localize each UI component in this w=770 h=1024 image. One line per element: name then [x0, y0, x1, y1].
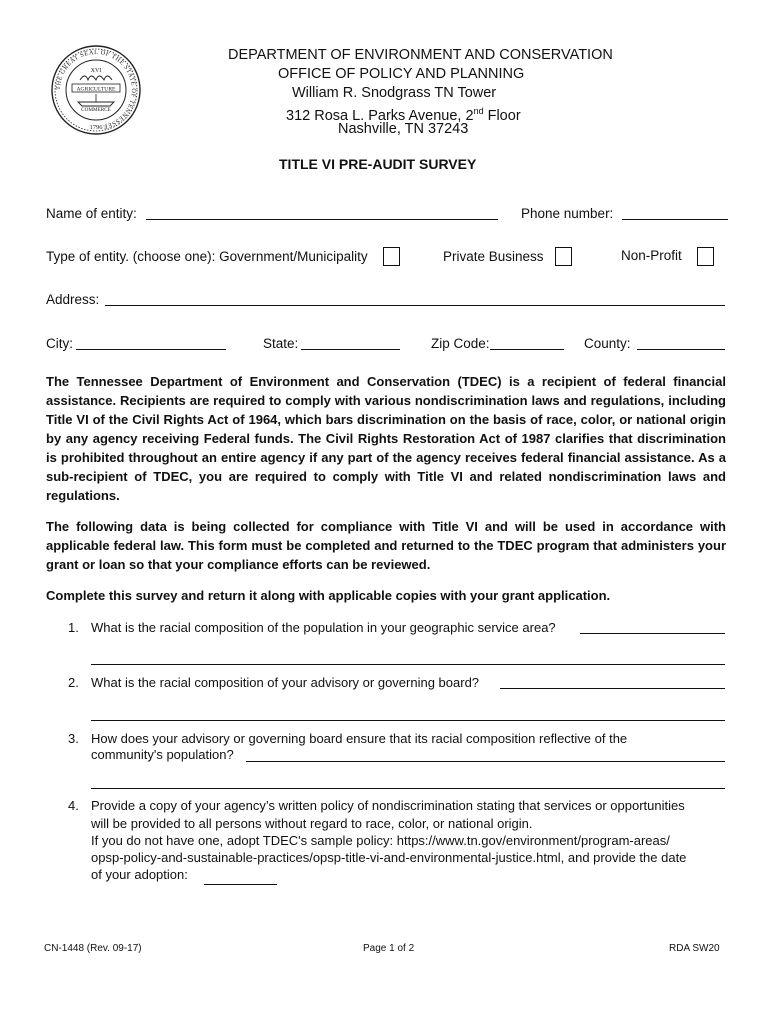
state-field[interactable]	[301, 349, 400, 350]
question-3-answer[interactable]	[246, 761, 725, 762]
seal-ring-text: THE GREAT SEAL OF THE STATE OF TENNESSEE	[54, 48, 138, 131]
form-id: CN-1448 (Rev. 09-17)	[44, 943, 142, 954]
question-4-line-1: Provide a copy of your agency’s written policy of nondiscrimination stating that services or opportunities	[91, 798, 685, 813]
zip-field[interactable]	[490, 349, 564, 350]
question-4-line-5: of your adoption:	[91, 867, 188, 882]
non-profit-label: Non-Profit	[621, 248, 682, 263]
street-ordinal: nd	[473, 106, 484, 116]
state-seal	[50, 44, 142, 136]
name-field[interactable]	[146, 219, 498, 220]
question-4-line-2: will be provided to all persons without regard to race, color, or national origin.	[91, 816, 533, 831]
county-field[interactable]	[637, 349, 725, 350]
compliance-paragraph: The following data is being collected for compliance with Title VI and will be used in accordance with applicable federal law. This form must be completed and returned to the TDEC program that administers your grant or loan so that your compliance efforts can be reviewed.	[46, 519, 726, 572]
state-label: State:	[263, 336, 299, 351]
question-4-line-3: If you do not have one, adopt TDEC's sample policy: https://www.tn.gov/environment/program-areas/	[91, 833, 670, 848]
entity-type-label: Type of entity. (choose one): Government/Municipality	[46, 249, 368, 264]
header-dept: DEPARTMENT OF ENVIRONMENT AND CONSERVATION	[228, 47, 613, 63]
private-business-checkbox[interactable]	[555, 247, 572, 266]
question-1-number: 1.	[68, 620, 79, 635]
header-city: Nashville, TN 37243	[338, 121, 469, 137]
seal-commerce: COMMERCE	[81, 107, 111, 113]
county-label: County:	[584, 336, 631, 351]
form-code: RDA SW20	[669, 943, 720, 954]
phone-label: Phone number:	[521, 206, 614, 221]
question-1-answer-line-2[interactable]	[91, 664, 725, 665]
question-2-text: What is the racial composition of your advisory or governing board?	[91, 675, 480, 690]
question-2-answer-line-2[interactable]	[91, 720, 725, 721]
question-2-number: 2.	[68, 675, 79, 690]
header-office: OFFICE OF POLICY AND PLANNING	[278, 66, 525, 82]
city-field[interactable]	[76, 349, 226, 350]
header-building: William R. Snodgrass TN Tower	[292, 85, 497, 101]
question-3-number: 3.	[68, 731, 79, 746]
instructions-paragraph: Complete this survey and return it along with applicable copies with your grant application.	[46, 588, 611, 603]
page-title: TITLE VI PRE-AUDIT SURVEY	[279, 156, 477, 172]
phone-field[interactable]	[622, 219, 728, 220]
name-label: Name of entity:	[46, 206, 137, 221]
question-1-text: What is the racial composition of the population in your geographic service area?	[91, 620, 556, 635]
address-field[interactable]	[105, 305, 725, 306]
seal-number: XVI	[90, 68, 102, 74]
seal-agriculture: AGRICULTURE	[76, 86, 116, 93]
address-label: Address:	[46, 292, 100, 307]
city-label: City:	[46, 336, 73, 351]
question-4-line-4: opsp-policy-and-sustainable-practices/opsp-title-vi-and-environmental-justice.html, and provide the date	[91, 850, 687, 865]
tdec-paragraph: The Tennessee Department of Environment and Conservation (TDEC) is a recipient of federal financial assistance. Recipients are required to comply with various nondiscrimination laws and regulations, including Title VI of the Civil Rights Act of 1964, which bars discrimination on the basis of race, color, or national origin by any agency receiving Federal funds. The Civil Rights Restoration Act of 1987 clarifies that discrimination is prohibited throughout an entire agency if any part of the agency receives federal financial assistance. As a sub-recipient of TDEC, you are required to comply with Title VI and related nondiscrimination laws and regulations.	[46, 374, 726, 503]
non-profit-checkbox[interactable]	[697, 247, 714, 266]
question-1-answer[interactable]	[580, 633, 725, 634]
private-business-label: Private Business	[443, 249, 544, 264]
question-3-answer-line-2[interactable]	[91, 788, 725, 789]
question-3-text-line-2: community's population?	[91, 747, 234, 762]
question-4-number: 4.	[68, 798, 79, 813]
seal-year: 1796	[89, 124, 103, 131]
question-3-text-line-1: How does your advisory or governing board ensure that its racial composition reflective of the	[91, 731, 628, 746]
question-2-answer[interactable]	[500, 688, 725, 689]
page-number: Page 1 of 2	[363, 943, 415, 954]
street-floor: Floor	[483, 107, 521, 124]
government-checkbox[interactable]	[383, 247, 400, 266]
adoption-date-field[interactable]	[204, 884, 277, 885]
zip-label: Zip Code:	[431, 336, 490, 351]
street-main: 312 Rosa L. Parks Avenue, 2	[286, 107, 474, 124]
